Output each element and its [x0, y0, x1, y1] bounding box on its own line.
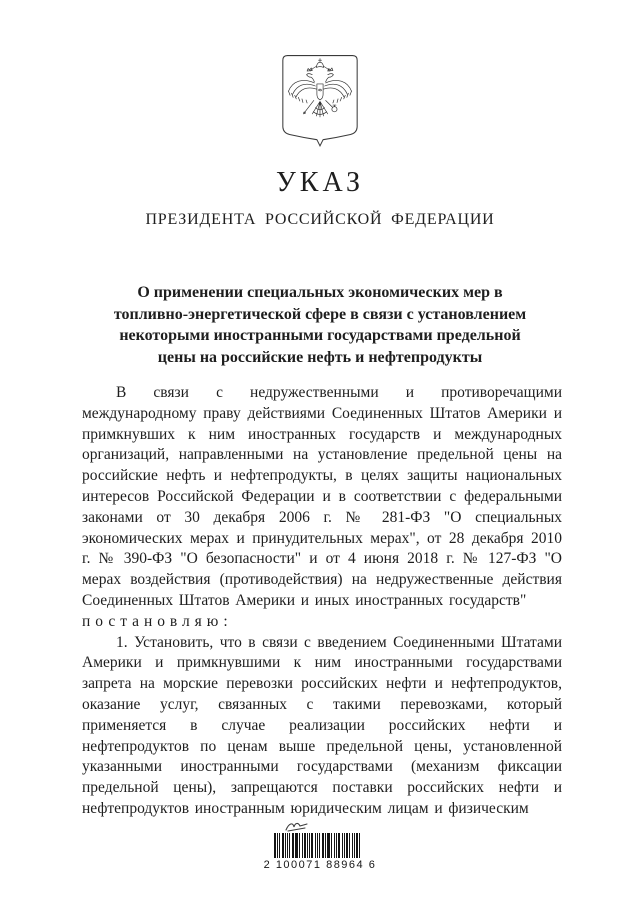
- barcode-digits: 2 100071 88964 6: [263, 859, 377, 871]
- decree-subject-heading: [80, 282, 560, 368]
- preamble-paragraph: В связи с недружественными и противоречащими международному праву действиями Соединенных Штатов Америки и примкнувших к ним иностранных государств и международных организаций, направленными на установление предельной цены на российские нефть и нефтепродукты, в целях защиты национальных интересов Российской Федерации и в соответствии с федеральными законами от 30 декабря 2006 г. № 281-ФЗ "О специальных экономических мерах и принудительных мерах", от 28 декабря 2010 г. № 390-ФЗ "О безопасности" и от 4 июня 2018 г. № 127-ФЗ "О мерах воздействия (противодействия) на недружественные действия Соединенных Штатов Америки и иных иностранных государств": [82, 384, 562, 609]
- decree-body: [82, 383, 562, 820]
- barcode-bars: [274, 833, 360, 858]
- russian-coat-of-arms: [281, 54, 359, 150]
- decree-issuer: ПРЕЗИДЕНТА РОССИЙСКОЙ ФЕДЕРАЦИИ: [145, 211, 495, 228]
- heading-line-1: О применении специальных экономических мер в: [137, 284, 503, 301]
- heading-line-4: цены на российские нефть и нефтепродукты: [157, 348, 483, 366]
- double-headed-eagle-icon: [281, 54, 359, 150]
- handwritten-mark: [284, 820, 312, 833]
- clause-1-paragraph: 1. Установить, что в связи с введением Соединенными Штатами Америки и примкнувшими к ним иностранными государствами запрета на морские перевозки российских нефти и нефтепродуктов, оказание услуг, связанных с такими перевозками, который применяется в случае реализации российских нефти и нефтепродуктов по ценам выше предельной цены, установленной указанными иностранными государствами (механизм фиксации предельной цены), запрещаются поставки российских нефти и нефтепродуктов иностранным юридическим лицам и физическим: [82, 633, 562, 817]
- barcode: [250, 818, 390, 878]
- decree-title: УКАЗ: [275, 167, 365, 198]
- decree-word: постановляю:: [82, 612, 233, 630]
- heading-line-3: некоторыми иностранными государствами предельной: [119, 327, 521, 344]
- heading-line-2: топливно-энергетической сфере в связи с установлением: [113, 305, 527, 323]
